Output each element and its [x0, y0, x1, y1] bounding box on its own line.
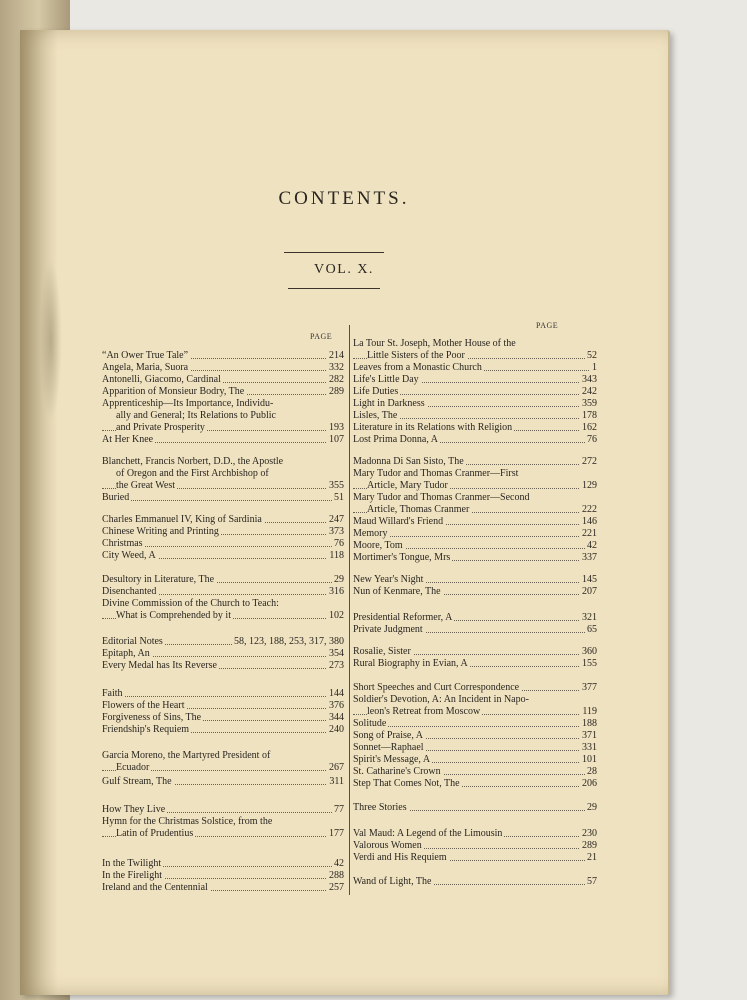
toc-entry [102, 648, 344, 660]
leader-dots [102, 696, 344, 697]
toc-entry-title: Angela, Maria, Suora [102, 362, 189, 373]
toc-entry-page: 240 [329, 724, 344, 735]
toc-entry-title: Spirit's Message, A [353, 754, 431, 765]
toc-entry-page: 42 [587, 540, 597, 551]
toc-entry-page: 76 [334, 538, 344, 549]
toc-entry [353, 456, 597, 468]
toc-entry-title: Forgiveness of Sins, The [102, 712, 202, 723]
toc-entry-line [353, 586, 597, 598]
toc-entry-line [102, 480, 344, 492]
toc-entry-line [102, 816, 344, 828]
toc-entry [353, 492, 597, 516]
page-column-header-right: PAGE [536, 321, 559, 330]
toc-entry-title: In the Twilight [102, 858, 162, 869]
toc-entry-page: 267 [329, 762, 344, 773]
toc-entry-page: 332 [329, 362, 344, 373]
toc-entry-page: 77 [334, 804, 344, 815]
toc-entry [102, 526, 344, 538]
toc-entry-line [102, 386, 344, 398]
toc-entry-page: 359 [582, 398, 597, 409]
toc-entry-title: Rosalie, Sister [353, 646, 411, 657]
toc-entry-page: 51 [334, 492, 344, 503]
toc-entry-title: Memory [353, 528, 388, 539]
toc-entry [353, 362, 597, 374]
toc-entry [102, 804, 344, 816]
toc-entry [102, 538, 344, 550]
volume-heading: VOL. X. [314, 262, 374, 277]
toc-entry-page: 316 [329, 586, 344, 597]
toc-entry-page: 377 [582, 682, 597, 693]
spine-shadow [20, 30, 58, 995]
toc-entry-title: and Private Prosperity [116, 422, 205, 433]
toc-entry-page: 76 [587, 434, 597, 445]
toc-entry-title: Leaves from a Monastic Church [353, 362, 482, 373]
toc-entry-page: 373 [329, 526, 344, 537]
toc-entry [102, 776, 344, 788]
toc-entry-line [102, 526, 344, 538]
toc-entry-title: Article, Thomas Cranmer [367, 504, 470, 515]
toc-entry [353, 646, 597, 658]
toc-entry-line [102, 804, 344, 816]
page-column-header-left: PAGE [310, 332, 333, 341]
toc-entry-title: Faith [102, 688, 123, 699]
toc-entry-page: 58, 123, 188, 253, 317, 380 [234, 636, 344, 647]
toc-entry-page: 337 [582, 552, 597, 563]
toc-entry [102, 574, 344, 586]
toc-entry-title: La Tour St. Joseph, Mother House of the [353, 338, 516, 349]
toc-entry [353, 730, 597, 742]
toc-entry-line [353, 386, 597, 398]
toc-entry [102, 882, 344, 894]
toc-entry-page: 321 [582, 612, 597, 623]
toc-entry [102, 660, 344, 672]
toc-entry-title: Garcia Moreno, the Martyred President of [102, 750, 271, 761]
toc-entry-page: 188 [582, 718, 597, 729]
toc-entry [353, 516, 597, 528]
toc-entry-title: Apparition of Monsieur Bodry, The [102, 386, 245, 397]
toc-entry [102, 398, 344, 434]
toc-entry-page: 354 [329, 648, 344, 659]
toc-entry-line [353, 468, 597, 480]
toc-entry-title: How They Live [102, 804, 166, 815]
toc-entry-page: 1 [592, 362, 597, 373]
toc-entry [353, 528, 597, 540]
toc-entry-title: of Oregon and the First Archbishop of [116, 468, 269, 479]
toc-entry-line [353, 398, 597, 410]
toc-entry-title: Verdi and His Requiem [353, 852, 447, 863]
toc-entry-line [353, 646, 597, 658]
toc-entry-title: Nun of Kenmare, The [353, 586, 441, 597]
toc-entry-page: 29 [334, 574, 344, 585]
toc-entry [353, 374, 597, 386]
toc-entry-line [102, 350, 344, 362]
toc-entry-title: Gulf Stream, The [102, 776, 172, 787]
toc-entry-line [353, 718, 597, 730]
toc-entry [353, 552, 597, 564]
toc-entry-page: 177 [329, 828, 344, 839]
toc-entry-line [102, 700, 344, 712]
toc-entry [353, 852, 597, 864]
toc-entry-title: Rural Biography in Evian, A [353, 658, 468, 669]
toc-entry [102, 858, 344, 870]
toc-entry-title: Chinese Writing and Printing [102, 526, 219, 537]
toc-entry [102, 456, 344, 492]
toc-entry-page: 101 [582, 754, 597, 765]
toc-entry-line [353, 876, 597, 888]
toc-entry-title: Mortimer's Tongue, Mrs [353, 552, 451, 563]
toc-entry-line [353, 492, 597, 504]
toc-entry-page: 257 [329, 882, 344, 893]
toc-entry-title: Disenchanted [102, 586, 157, 597]
toc-entry-line [353, 374, 597, 386]
toc-entry-page: 360 [582, 646, 597, 657]
toc-entry [353, 624, 597, 636]
toc-entry-line [353, 480, 597, 492]
toc-entry [102, 712, 344, 724]
toc-entry-line [353, 456, 597, 468]
toc-entry [102, 362, 344, 374]
toc-entry [353, 840, 597, 852]
toc-entry [102, 750, 344, 774]
toc-entry-title: Sonnet—Raphael [353, 742, 424, 753]
toc-entry [353, 410, 597, 422]
toc-entry [353, 778, 597, 790]
toc-entry-page: 272 [582, 456, 597, 467]
toc-entry-title: Life Duties [353, 386, 399, 397]
toc-entry-title: Editorial Notes [102, 636, 163, 647]
toc-entry [353, 718, 597, 730]
toc-entry [353, 694, 597, 718]
toc-entry-page: 207 [582, 586, 597, 597]
toc-entry-line [102, 636, 344, 648]
toc-entry-page: 65 [587, 624, 597, 635]
toc-entry-line [353, 504, 597, 516]
book-page [20, 30, 670, 995]
toc-entry-title: Lost Prima Donna, A [353, 434, 438, 445]
toc-entry-page: 289 [329, 386, 344, 397]
toc-entry-line [102, 398, 344, 410]
toc-entry-page: 144 [329, 688, 344, 699]
toc-entry-line [102, 660, 344, 672]
toc-entry-line [353, 658, 597, 670]
toc-entry-title: Flowers of the Heart [102, 700, 185, 711]
toc-entry-page: 29 [587, 802, 597, 813]
toc-entry-page: 331 [582, 742, 597, 753]
toc-entry-page: 178 [582, 410, 597, 421]
toc-entry [102, 350, 344, 362]
toc-entry-line [353, 624, 597, 636]
toc-entry-title: Friendship's Requiem [102, 724, 190, 735]
toc-entry-title: Maud Willard's Friend [353, 516, 444, 527]
toc-entry-line [353, 516, 597, 528]
toc-entry-page: 107 [329, 434, 344, 445]
toc-entry-page: 162 [582, 422, 597, 433]
toc-entry-line [102, 858, 344, 870]
toc-entry-page: 289 [582, 840, 597, 851]
toc-entry-line [353, 742, 597, 754]
toc-entry-page: 311 [329, 776, 344, 787]
toc-entry [102, 688, 344, 700]
toc-entry-line [102, 776, 344, 788]
toc-entry [102, 514, 344, 526]
toc-entry-line [353, 706, 597, 718]
leader-dots [353, 536, 597, 537]
toc-entry [353, 540, 597, 552]
toc-entry-page: 376 [329, 700, 344, 711]
toc-entry-title: Article, Mary Tudor [367, 480, 448, 491]
toc-entry-title: Charles Emmanuel IV, King of Sardinia [102, 514, 262, 525]
toc-entry-page: 129 [582, 480, 597, 491]
column-divider [349, 325, 350, 895]
toc-entry-title: Buried [102, 492, 130, 503]
toc-entry-line [102, 374, 344, 386]
page-stain [40, 260, 62, 420]
toc-entry-line [102, 586, 344, 598]
toc-entry-title: Literature in its Relations with Religion [353, 422, 513, 433]
toc-entry-page: 57 [587, 876, 597, 887]
toc-entry-title: St. Catharine's Crown [353, 766, 441, 777]
toc-entry-line [102, 492, 344, 504]
toc-entry [102, 870, 344, 882]
toc-entry-title: Three Stories [353, 802, 407, 813]
toc-entry [353, 574, 597, 586]
toc-entry-page: 230 [582, 828, 597, 839]
toc-entry-line [353, 802, 597, 814]
toc-entry-line [102, 610, 344, 622]
toc-entry-line [353, 338, 597, 350]
toc-entry [353, 422, 597, 434]
toc-entry-title: At Her Knee [102, 434, 154, 445]
toc-entry-page: 28 [587, 766, 597, 777]
toc-entry-page: 206 [582, 778, 597, 789]
toc-entry-line [102, 712, 344, 724]
toc-entry-title: Ireland and the Centennial [102, 882, 208, 893]
toc-entry-page: 52 [587, 350, 597, 361]
toc-entry [353, 398, 597, 410]
toc-entry-line [353, 852, 597, 864]
toc-entry-page: 288 [329, 870, 344, 881]
volume-rule-top [284, 252, 384, 253]
toc-entry [353, 468, 597, 492]
toc-entry [353, 682, 597, 694]
toc-entry [353, 876, 597, 888]
toc-entry-title: Val Maud: A Legend of the Limousin [353, 828, 503, 839]
toc-entry [102, 550, 344, 562]
toc-entry-line [353, 766, 597, 778]
toc-entry-title: Soldier's Devotion, A: An Incident in Napo- [353, 694, 529, 705]
toc-entry-page: 21 [587, 852, 597, 863]
toc-entry-line [353, 528, 597, 540]
toc-entry-line [102, 870, 344, 882]
toc-entry-page: 102 [329, 610, 344, 621]
toc-entry [102, 586, 344, 598]
toc-entry-page: 42 [334, 858, 344, 869]
toc-entry-line [353, 754, 597, 766]
toc-entry-title: Little Sisters of the Poor [367, 350, 465, 361]
toc-entry-page: 247 [329, 514, 344, 525]
toc-entry-page: 355 [329, 480, 344, 491]
toc-entry [102, 374, 344, 386]
toc-entry [353, 386, 597, 398]
toc-entry-line [353, 350, 597, 362]
toc-entry-line [102, 828, 344, 840]
toc-entry [353, 338, 597, 362]
volume-rule-bottom [288, 288, 380, 289]
toc-entry-title: Mary Tudor and Thomas Cranmer—First [353, 468, 519, 479]
toc-entry-title: Private Judgment [353, 624, 423, 635]
toc-entry-page: 214 [329, 350, 344, 361]
toc-entry-title: leon's Retreat from Moscow [367, 706, 481, 717]
toc-entry-title: City Weed, A [102, 550, 156, 561]
toc-entry-title: New Year's Night [353, 574, 424, 585]
toc-entry [353, 434, 597, 446]
toc-entry-title: Lisles, The [353, 410, 398, 421]
toc-entry-page: 273 [329, 660, 344, 671]
toc-entry-line [353, 434, 597, 446]
toc-entry-title: Ecuador [116, 762, 150, 773]
toc-entry-title: Antonelli, Giacomo, Cardinal [102, 374, 221, 385]
toc-entry-line [353, 574, 597, 586]
toc-entry-page: 282 [329, 374, 344, 385]
toc-entry-title: Valorous Women [353, 840, 422, 851]
toc-entry-page: 193 [329, 422, 344, 433]
toc-entry-title: Epitaph, An [102, 648, 150, 659]
toc-entry [102, 816, 344, 840]
toc-entry-line [102, 750, 344, 762]
toc-entry-title: Blanchett, Francis Norbert, D.D., the Apostle [102, 456, 284, 467]
toc-entry-title: Step That Comes Not, The [353, 778, 460, 789]
toc-entry-title: Christmas [102, 538, 143, 549]
toc-entry [102, 724, 344, 736]
toc-entry-line [353, 682, 597, 694]
toc-entry-title: Moore, Tom [353, 540, 403, 551]
toc-entry-title: Life's Little Day [353, 374, 419, 385]
toc-entry-title: Short Speeches and Curt Correspondence [353, 682, 520, 693]
toc-entry-title: the Great West [116, 480, 175, 491]
toc-entry-title: Mary Tudor and Thomas Cranmer—Second [353, 492, 530, 503]
toc-entry [102, 636, 344, 648]
toc-entry-title: “An Ower True Tale” [102, 350, 189, 361]
toc-entry-line [102, 882, 344, 894]
toc-entry-page: 222 [582, 504, 597, 515]
toc-entry-line [102, 422, 344, 434]
toc-entry-line [353, 410, 597, 422]
toc-entry-page: 118 [329, 550, 344, 561]
toc-entry-page: 371 [582, 730, 597, 741]
page-title: CONTENTS. [278, 188, 410, 209]
toc-entry-title: Apprenticeship—Its Importance, Individu- [102, 398, 274, 409]
toc-entry-title: What is Comprehended by it [116, 610, 231, 621]
toc-entry-line [102, 724, 344, 736]
toc-entry-page: 242 [582, 386, 597, 397]
toc-entry-line [102, 456, 344, 468]
toc-entry-page: 155 [582, 658, 597, 669]
toc-entry-title: Song of Praise, A [353, 730, 423, 741]
toc-entry [353, 828, 597, 840]
toc-entry-line [353, 730, 597, 742]
toc-entry [102, 700, 344, 712]
toc-entry-line [102, 410, 344, 422]
toc-entry-line [353, 828, 597, 840]
toc-entry-page: 146 [582, 516, 597, 527]
toc-entry-page: 119 [582, 706, 597, 717]
toc-entry-line [353, 362, 597, 374]
toc-entry [353, 612, 597, 624]
toc-entry-page: 344 [329, 712, 344, 723]
toc-entry-line [353, 840, 597, 852]
toc-entry-line [102, 574, 344, 586]
leader-dots [353, 726, 597, 727]
toc-entry-line [102, 550, 344, 562]
toc-entry-line [353, 612, 597, 624]
toc-entry-line [102, 434, 344, 446]
toc-entry [353, 586, 597, 598]
toc-entry-line [102, 538, 344, 550]
toc-entry-title: Presidential Reformer, A [353, 612, 453, 623]
toc-entry-line [102, 598, 344, 610]
toc-entry [353, 754, 597, 766]
toc-entry-page: 145 [582, 574, 597, 585]
toc-entry-line [353, 778, 597, 790]
toc-entry-title: Every Medal has Its Reverse [102, 660, 217, 671]
toc-entry-line [353, 540, 597, 552]
toc-entry-title: Divine Commission of the Church to Teach: [102, 598, 279, 609]
toc-entry-line [353, 694, 597, 706]
toc-entry [102, 434, 344, 446]
toc-entry-line [102, 688, 344, 700]
toc-entry-line [102, 514, 344, 526]
toc-entry-line [353, 552, 597, 564]
toc-entry [102, 492, 344, 504]
toc-entry-title: In the Firelight [102, 870, 162, 881]
toc-entry-line [102, 648, 344, 660]
toc-entry [353, 742, 597, 754]
toc-entry-line [102, 762, 344, 774]
toc-entry-title: Wand of Light, The [353, 876, 432, 887]
toc-entry-title: Desultory in Literature, The [102, 574, 215, 585]
leader-dots [102, 500, 344, 501]
toc-entry [353, 658, 597, 670]
toc-entry-title: Light in Darkness [353, 398, 425, 409]
toc-entry [353, 766, 597, 778]
toc-entry-line [353, 422, 597, 434]
toc-entry [102, 386, 344, 398]
toc-entry-title: ally and General; Its Relations to Public [116, 410, 276, 421]
toc-entry [102, 598, 344, 622]
toc-entry-line [102, 468, 344, 480]
toc-entry-title: Madonna Di San Sisto, The [353, 456, 464, 467]
toc-entry-page: 343 [582, 374, 597, 385]
toc-entry [353, 802, 597, 814]
toc-entry-title: Hymn for the Christmas Solstice, from the [102, 816, 273, 827]
toc-entry-line [102, 362, 344, 374]
toc-entry-title: Latin of Prudentius [116, 828, 194, 839]
toc-entry-title: Solitude [353, 718, 387, 729]
toc-entry-page: 221 [582, 528, 597, 539]
